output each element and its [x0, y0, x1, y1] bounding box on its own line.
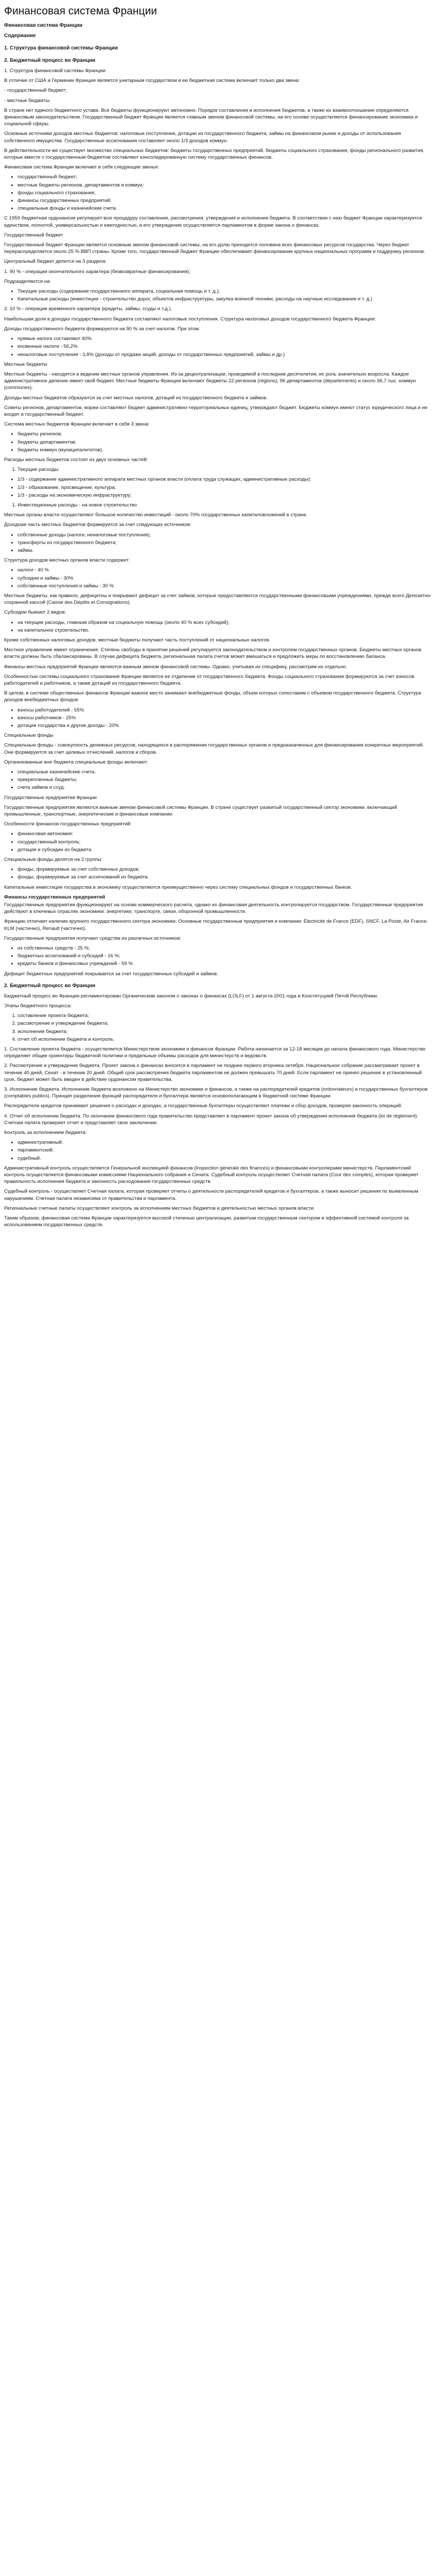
paragraph: Специальные фонды делятся на 2 группы: — [4, 857, 103, 863]
article-body — [4, 45, 432, 1228]
list-item: • фонды, формируемые за счет собственных доходов; — [18, 866, 432, 873]
paragraph: В целом, в системе общественных финансов Франции важное место занимают внебюджетные фонды, объем которых сопоставим с объемом государственного бюджета. Структура доходов внебюджетных фондов: — [4, 690, 422, 703]
paragraph: Таким образом, финансовая система Франции характеризуется высокой степенью централизации, развитым государственным сектором и эффективной системой контроля за использованием государственных средств. — [4, 1215, 409, 1228]
bullet-list — [4, 866, 432, 880]
list-item: • специальные казначейские счета; — [18, 769, 432, 775]
list-item: • трансферты из государственного бюджета; — [18, 539, 432, 546]
bullet-list — [4, 532, 432, 554]
list-item: • кредиты банков и финансовых учреждений - 59 % — [18, 960, 432, 967]
paragraph: - государственный бюджет; — [4, 88, 67, 94]
list-item: • прямые налоги составляют 40% — [18, 335, 432, 342]
list-item: • фонды, формируемые за счет ассигнований из бюджета. — [18, 874, 432, 880]
list-item: • судебный. — [18, 1155, 432, 1162]
bullet-list — [4, 1139, 432, 1162]
list-item: • собственные доходы (налоги, неналоговые поступления); — [18, 532, 432, 538]
paragraph: Государственные предприятия являются важным звеном финансовой системы Франции. В стране существует развитый государственный сектор экономики, включающий промышленные, транспортные, энергетические и финансовые компании. — [4, 804, 397, 818]
list-item: • косвенные налоги - 56,2% — [18, 343, 432, 350]
list-item: • займы. — [18, 547, 432, 554]
bullet-list — [4, 769, 432, 791]
list-item: • неналоговые поступления - 3,8% (доходы от продажи акций, доходы от государственных предприятий, займы и др.) — [18, 351, 432, 358]
paragraph: Капитальные инвестиции государства в экономику осуществляются преимущественно через систему специальных фондов и государственных банков. — [4, 884, 352, 890]
paragraph: 4. Отчет об исполнении бюджета. По окончании финансового года правительство представляет в парламент проект закона об утверждении исполнения бюджета (loi de règlement). Счетная палата проверяет отчет и представляет свое заключение. — [4, 1113, 418, 1126]
bullet-list — [4, 174, 432, 212]
paragraph: В стране нет единого бюджетного устава. Все бюджеты функционируют автономно. Порядок составления и исполнения бюджетов, а также их взаимоотношения определяются финансовым законодательством. Государственный бюджет Франции является главным звеном финансовой системы, на его основе осуществляется финансирование экономики и социальной сферы. — [4, 107, 418, 127]
paragraph: Бюджетный процесс во Франции регламентирован Органическим законом о законах о финансах (LOLF) от 1 августа 2001 года и Конституцией Пятой Республики. — [4, 993, 378, 999]
paragraph: Система местных бюджетов Франции включает в себя 3 звена: — [4, 421, 150, 428]
list-item: • 1/3 - содержание административного аппарата местных органов власти (оплата труда служащих, административные расходы); — [18, 476, 432, 483]
list-item: • субсидии и займы - 30% — [18, 575, 432, 582]
paragraph: Доходы местных бюджетов образуются за счет местных налогов, дотаций из государственного бюджета и займов. — [4, 395, 268, 401]
numbered-list — [4, 1012, 432, 1043]
list-item: 1. Текущие расходы: — [18, 466, 432, 473]
paragraph: 2. 10 % - операции временного характера (кредиты, займы, ссуды и т.д.). — [4, 306, 172, 312]
bullet-list — [4, 567, 432, 589]
paragraph: Специальные фонды — [4, 733, 54, 739]
list-item: • бюджеты коммун (муниципалитетов). — [18, 447, 432, 453]
document-page — [0, 0, 436, 1238]
paragraph: Государственные предприятия получают средства из различных источников: — [4, 935, 182, 941]
bullet-list — [4, 619, 432, 634]
paragraph: Этапы бюджетного процесса: — [4, 1003, 72, 1009]
section-heading: 1. Структура финансовой системы Франции — [4, 45, 118, 51]
paragraph: Субсидии бывают 2 видов: — [4, 609, 66, 616]
list-item: • на капитальное строительство. — [18, 627, 432, 634]
paragraph: Советы регионов, департаментов, мэрии составляют бюджет административно-территориальных единиц, утверждают бюджет. Бюджеты коммун имеют статус юридического лица и не входят в государственный бюджет. — [4, 404, 428, 417]
paragraph: Структура доходов местных органов власти содержит: — [4, 557, 130, 564]
paragraph: - местные бюджеты. — [4, 97, 51, 104]
paragraph: Распорядители кредитов принимают решения о расходах и доходах, а государственные бухгалтеры осуществляют платежи и сбор доходов, проверяя законность операций. — [4, 1103, 403, 1109]
paragraph: Местные бюджеты, как правило, дефицитны и покрывают дефицит за счет займов, которые предоставляются государственными финансовыми учреждениями, прежде всего Депозитно-сохранной кассой (Caisse des Dépôts et Consignations). — [4, 592, 432, 606]
paragraph: Расходы местных бюджетов состоят из двух основных частей: — [4, 456, 148, 463]
list-item: • 1/3 - расходы на экономическую инфраструктуру; — [18, 492, 432, 499]
toc-heading: Содержание — [4, 33, 36, 39]
list-item: 3. исполнение бюджета; — [18, 1028, 432, 1035]
paragraph: Судебный контроль - осуществляет Счетная палата, которая проверяет отчеты о деятельности распорядителей кредитов и бухгалтеров, а также выносит решения по выявленным нарушениям. Счетная палата независима от правительства и парламента. — [4, 1189, 418, 1201]
paragraph: 2. Рассмотрение и утверждение бюджета. Проект закона о финансах вносится в парламент не позднее первого вторника октября. Национальное собрание рассматривает проект в течение 40 дней, Сенат - в течение 20 дней. Общий срок рассмотрения бюджета парламентом не должен превышать 70 дней. Если парламент не принял решение в установленный срок, бюджет может быть введен в действие ордонансом правительства. — [4, 1063, 422, 1082]
list-item: • взносы работников - 25% — [18, 715, 432, 721]
page-subtitle: Финансовая система Франции — [4, 23, 83, 28]
paragraph: Государственный бюджет Франции является основным звеном финансовой системы, на его долю приходится половина всех финансовых ресурсов государства. Через бюджет перераспределяется около 25 % ВВП страны. Кроме того, государственный бюджет Франции обеспечивает финансирование крупных национальных программ и поддержку регионов. — [4, 242, 425, 255]
list-item: • 1/3 - образование, просвещение, культура; — [18, 484, 432, 491]
list-item: • собственные поступления и займы - 30 % — [18, 583, 432, 589]
section-heading: Финансы государственных предприятий — [4, 894, 106, 900]
paragraph: Специальные фонды - совокупность денежных ресурсов, находящихся в распоряжении государственных органов и предназначенных для финансирования конкретных мероприятий. Они формируются за счет целевых отчислений, налогов и сборов. — [4, 742, 424, 755]
section-heading: 2. Бюджетный процесс во Франции — [4, 58, 96, 63]
list-item: • взносы работодателей - 55% — [18, 707, 432, 714]
paragraph: Административный контроль осуществляется Генеральной инспекцией финансов (Inspection générale des finances) и финансовыми контролерами министерств. Парламентский контроль осуществляется финансовыми комиссиями Национального собрания и Сената. Судебный контроль осуществляет Счетная палата (Cour des comptes), которая проверяет правильность исполнения бюджета и законность расходования государственных средств. — [4, 1165, 418, 1185]
list-item: • фонды социального страхования; — [18, 190, 432, 196]
list-item: • финансы государственных предприятий; — [18, 197, 432, 204]
paragraph: Местное управление имеет ограничения. Степень свободы в принятии решений регулируется законодательством и контролем государственных органов. Бюджеты местных органов власти должны быть сбалансированы. В случае дефицита бюджета, региональная палата счетов может вмешаться и предложить меры по восстановлению баланса. — [4, 647, 422, 660]
list-item: • дотации государства и другие доходы - 20% — [18, 722, 432, 729]
paragraph: 1. 90 % - операции окончательного характера (безвозвратные финансирования); — [4, 268, 190, 275]
list-item: • административный; — [18, 1139, 432, 1146]
bullet-list — [4, 831, 432, 853]
list-item: • из собственных средств - 25 %; — [18, 945, 432, 952]
list-item: • налоги - 40 % — [18, 567, 432, 573]
paragraph: Организованные вне бюджета специальные фонды включают: — [4, 759, 149, 765]
section-heading: 2. Бюджетный процесс во Франции — [4, 982, 96, 989]
list-item: • на текущие расходы, главным образом на социальную помощь (около 40 % всех субсидий); — [18, 619, 432, 626]
list-item: • прикрепленные бюджеты; — [18, 776, 432, 783]
list-item: • специальные фонды и казначейские счета. — [18, 205, 432, 212]
list-item: 4. отчет об исполнении бюджета и контроль. — [18, 1036, 432, 1043]
paragraph: Региональные счетные палаты осуществляют контроль за исполнением местных бюджетов и деятельностью местных органов власти. — [4, 1205, 315, 1211]
bullet-list — [4, 476, 432, 499]
paragraph: Местные бюджеты - находятся в ведении местных органов управления. Из-за децентрализации, проводимой в последние десятилетия, их роль значительно возросла. Каждое административное деление имеет свой бюджет. Местные бюджеты Франции включают бюджеты 22 регионов (régions), 96 департаментов (départements) и около 36,7 тыс. коммун (communes). — [4, 371, 416, 391]
paragraph: В отличие от США и Германии Франция является унитарным государством и ее бюджетная система включает только два звена: — [4, 78, 300, 84]
bullet-list — [4, 288, 432, 302]
paragraph: Государственные предприятия функционируют на основе коммерческого расчета, однако их финансовая деятельность контролируется государством. Государственные предприятия действуют в ключевых отраслях экономики: энергетике, транспорте, связи, оборонной промышленности. — [4, 902, 423, 915]
paragraph: Наибольшая доля в доходах государственного бюджета составляют налоговые поступления. Структура налоговых доходов государственного бюджета Франции: — [4, 316, 376, 322]
paragraph: Центральный бюджет делится на 3 раздела: — [4, 259, 107, 265]
paragraph: 1. Структура финансовой системы Франции — [4, 68, 106, 74]
paragraph: Финансовая система Франции включает в себя следующие звенья: — [4, 164, 159, 171]
list-item: • бюджеты регионов; — [18, 431, 432, 437]
list-item: • государственный бюджет; — [18, 174, 432, 180]
list-item: • местные бюджеты регионов, департаментов и коммун; — [18, 182, 432, 189]
paragraph: Государственные предприятия Франции — [4, 794, 97, 801]
list-item: • дотации и субсидии из бюджета. — [18, 846, 432, 853]
list-item: • счета займов и ссуд. — [18, 784, 432, 791]
paragraph: Кроме собственных налоговых доходов, местные бюджеты получают часть поступлений от национальных налогов. — [4, 637, 271, 643]
list-item: 1. Инвестиционные расходы - на новое строительство — [18, 502, 432, 509]
paragraph: Местные бюджеты — [4, 361, 47, 367]
paragraph: Доходная часть местных бюджетов формируется за счет следующих источников: — [4, 522, 191, 528]
bullet-list — [4, 335, 432, 358]
paragraph: С 1959 бюджетная ордонансия регулирует всю процедуру составления, рассмотрения, утверждения и исполнения бюджета. В соответствии с нею бюджет Франции характеризуется единством, полнотой, универсальностью и ежегодностью, а его утверждение осуществляется парламентом в форме закона о финансах. — [4, 215, 422, 228]
paragraph: Финансы местных предприятий Франции являются важным звеном финансовой системы. Однако, учитывая их специфику, рассмотрим их отдельно. — [4, 664, 347, 670]
page-title: Финансовая система Франции — [4, 5, 157, 17]
paragraph: Подразделяются на: — [4, 278, 51, 284]
list-item: 2. рассмотрение и утверждение бюджета; — [18, 1020, 432, 1027]
list-item: • бюджеты департаментов; — [18, 439, 432, 446]
paragraph: Местные органы власти осуществляют большое количество инвестиций - около 70% государственных капиталовложений в стране. — [4, 512, 308, 518]
paragraph: Основные источники доходов местных бюджетов: налоговые поступления, дотации из государственного бюджета, займы на финансовом рынке и доходы от использования собственного имущества. Государственные ассигнования составляют около 1/3 доходов коммун. — [4, 131, 401, 144]
paragraph: Контроль за исполнением бюджета: — [4, 1129, 87, 1136]
list-item: 1. составление проекта бюджета; — [18, 1012, 432, 1019]
paragraph: Государственный бюджет — [4, 232, 63, 238]
list-item: • Капитальные расходы (инвестиции - строительство дорог, объектов инфраструктуры, закупка военной техники, расходы на научные исследования и т. д.) — [18, 296, 432, 302]
paragraph: 1. Составление проекта бюджета - осуществляется Министерством экономики и финансов Франции. Работа начинается за 12-18 месяцев до начала финансового года. Министерство определяет общие ориентиры бюджетной политики и предельные объемы расходов для министерств и ведомств. — [4, 1046, 426, 1059]
bullet-list — [4, 707, 432, 730]
paragraph: Францию отличает наличие крупного государственного сектора экономики. Основные государственные предприятия и компании: Électricité de France (EDF), SNCF, La Poste, Air France-KLM (частично), Renault (частично). — [4, 919, 428, 931]
list-item: • парламентский; — [18, 1147, 432, 1154]
list-item: • Текущие расходы (содержание государственного аппарата, социальная помощь и т. д.); — [18, 288, 432, 295]
list-item: • государственный контроль; — [18, 839, 432, 845]
bullet-list — [4, 431, 432, 453]
paragraph: Особенности финансов государственных предприятий: — [4, 821, 132, 827]
numbered-list — [4, 502, 432, 509]
paragraph: В действительности же существует множество специальных бюджетов: бюджеты государственных предприятий, бюджеты социального страхования, фонды регионального развития, которые вместе с государственным бюджетом составляют консолидированную систему государственных финансов. — [4, 147, 425, 161]
list-item: • финансовая автономия; — [18, 831, 432, 837]
bullet-list — [4, 945, 432, 968]
paragraph: 3. Исполнение бюджета. Исполнение бюджета возложено на Министерство экономики и финансов, а также на распорядителей кредитов (ordonnateurs) и государственных бухгалтеров (comptables publics). Принцип разделения функций распорядителя и бухгалтера является основополагающим в бюджетной системе Франции. — [4, 1086, 428, 1099]
numbered-list — [4, 466, 432, 473]
paragraph: Особенностью системы социального страхования Франции является ее отделение от государственного бюджета. Фонды социального страхования формируются за счет взносов работодателей и работников, а также дотаций из государственного бюджета. — [4, 673, 414, 687]
list-item: • бюджетных ассигнований и субсидий - 16 %; — [18, 953, 432, 959]
paragraph: Дефицит бюджетных предприятий покрывается за счет государственных субсидий и займов. — [4, 971, 218, 977]
paragraph: Доходы государственного бюджета формируются на 90 % за счет налогов. При этом: — [4, 326, 200, 332]
